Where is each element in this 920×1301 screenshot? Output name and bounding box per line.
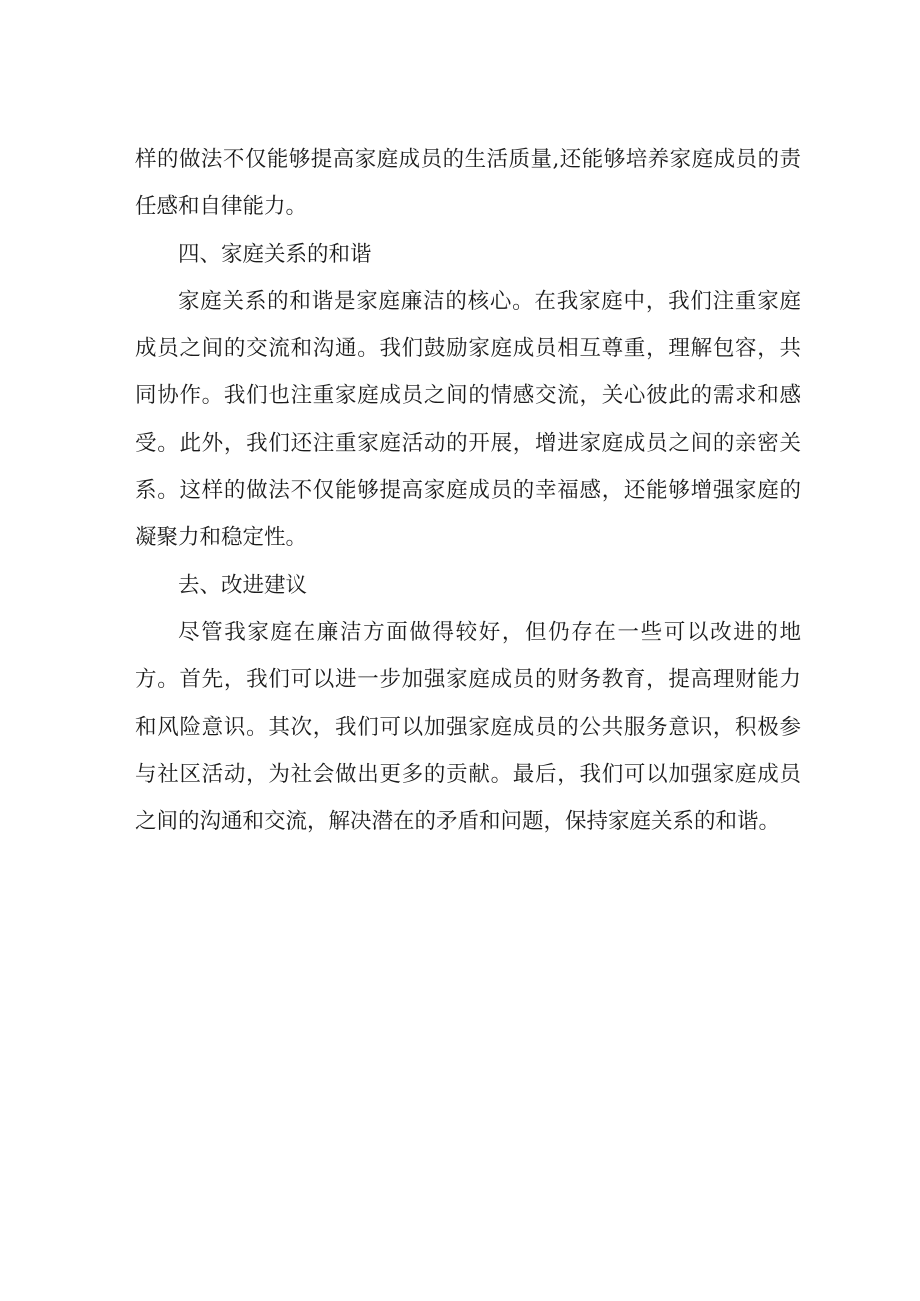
section-heading-harmony: 四、家庭关系的和谐: [178, 241, 372, 267]
paragraph-harmony: 家庭关系的和谐是家庭廉洁的核心。在我家庭中，我们注重家庭成员之间的交流和沟通。我们鼓励家庭成员相互尊重，理解包容，共同协作。我们也注重家庭成员之间的情感交流，关心彼此的需求和感受。此外，我们还注重家庭活动的开展，增进家庭成员之间的亲密关系。这样的做法不仅能够提高家庭成员的幸福感，还能够增强家庭的凝聚力和稳定性。: [135, 288, 801, 551]
section-heading-suggestions: 去、改进建议: [178, 572, 308, 598]
document-page: [135, 136, 801, 845]
paragraph-continued: 样的做法不仅能够提高家庭成员的生活质量,还能够培养家庭成员的责任感和自律能力。: [135, 147, 801, 220]
paragraph-suggestions: 尽管我家庭在廉洁方面做得较好，但仍存在一些可以改进的地方。首先，我们可以进一步加强家庭成员的财务教育，提高理财能力和风险意识。其次，我们可以加强家庭成员的公共服务意识，积极参与社区活动，为社会做出更多的贡献。最后，我们可以加强家庭成员之间的沟通和交流，解决潜在的矛盾和问题，保持家庭关系的和谐。: [135, 619, 801, 835]
